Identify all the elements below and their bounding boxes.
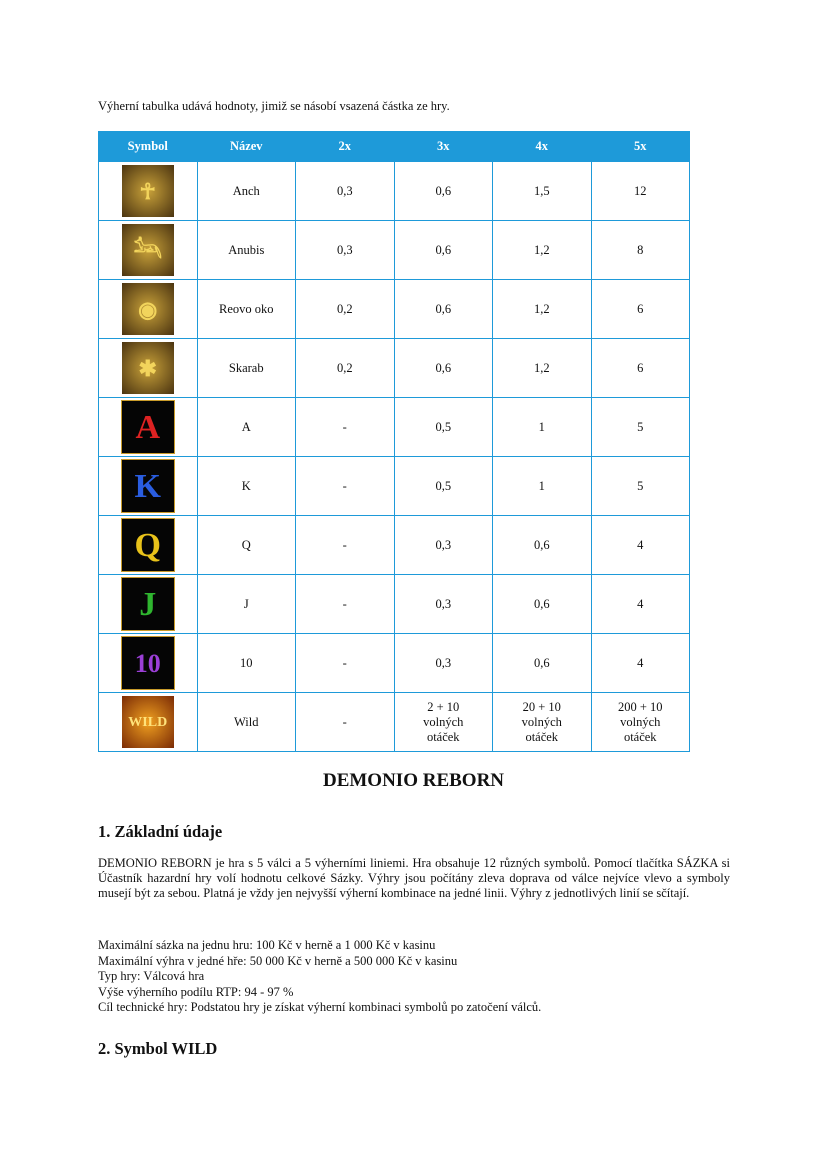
symbol-cell <box>99 280 198 339</box>
ankh-symbol-icon: ☥ <box>122 165 174 217</box>
fact-line: Maximální sázka na jednu hru: 100 Kč v herně a 1 000 Kč v kasinu <box>98 938 436 952</box>
symbol-cell <box>99 339 198 398</box>
table-row <box>99 280 690 339</box>
payout-cell-5x: 6 <box>591 339 690 398</box>
payout-cell-2x: 0,2 <box>296 280 395 339</box>
game-title: DEMONIO REBORN <box>322 770 505 791</box>
table-row <box>99 575 690 634</box>
basic-info-paragraph: DEMONIO REBORN je hra s 5 válci a 5 výherními liniemi. Hra obsahuje 12 různých symbolů. Pomocí tlačítka SÁZKA si Účastník hazardní hry volí hodnotu celkové Sázky. Výhry jsou počítány zleva doprava od válce nejvíce vlevo a symboly musejí být za sebou. Platná je vždy jen nejvyšší výherní kombinace na jedné linii. Výhry z jednotlivých linií se sčítají. <box>98 856 730 900</box>
intro-text: Výherní tabulka udává hodnoty, jimiž se násobí vsazená částka ze hry. <box>98 99 450 113</box>
symbol-name-cell: 10 <box>197 634 296 693</box>
q-symbol-icon: Q <box>121 518 175 572</box>
symbol-cell <box>99 457 198 516</box>
payout-cell-5x: 5 <box>591 457 690 516</box>
symbol-name-cell: J <box>197 575 296 634</box>
symbol-name-cell: Anubis <box>197 221 296 280</box>
symbol-cell <box>99 221 198 280</box>
column-header: 4x <box>493 132 592 162</box>
payout-cell-2x: - <box>296 398 395 457</box>
payout-cell-5x: 8 <box>591 221 690 280</box>
a-symbol-icon: A <box>121 400 175 454</box>
payout-cell-3x: 0,3 <box>394 516 493 575</box>
table-row <box>99 162 690 221</box>
fact-line: Typ hry: Válcová hra <box>98 969 205 983</box>
symbol-name-cell: A <box>197 398 296 457</box>
payout-cell-2x: - <box>296 575 395 634</box>
payout-cell-2x: - <box>296 634 395 693</box>
game-facts <box>98 938 541 1016</box>
payout-cell-2x: 0,2 <box>296 339 395 398</box>
column-header: Symbol <box>99 132 198 162</box>
payout-cell-3x: 2 + 10 volných otáček <box>394 693 493 752</box>
payout-cell-2x: - <box>296 457 395 516</box>
wild-symbol-icon: WILD <box>122 696 174 748</box>
column-header: 5x <box>591 132 690 162</box>
payout-cell-2x: 0,3 <box>296 162 395 221</box>
fact-line: Výše výherního podílu RTP: 94 - 97 % <box>98 984 294 999</box>
payout-cell-4x: 1 <box>493 457 592 516</box>
table-row <box>99 457 690 516</box>
symbol-name-cell: Wild <box>197 693 296 752</box>
payout-cell-2x: 0,3 <box>296 221 395 280</box>
table-row <box>99 339 690 398</box>
j-symbol-icon: J <box>121 577 175 631</box>
fact-line: Cíl technické hry: Podstatou hry je získat výherní kombinaci symbolů po zatočení válců. <box>98 1000 542 1014</box>
table-row <box>99 693 690 752</box>
payout-cell-4x: 0,6 <box>493 575 592 634</box>
symbol-cell <box>99 634 198 693</box>
table-row <box>99 516 690 575</box>
payout-cell-4x: 1,2 <box>493 221 592 280</box>
payout-cell-3x: 0,6 <box>394 162 493 221</box>
symbol-name-cell: K <box>197 457 296 516</box>
payout-cell-3x: 0,6 <box>394 280 493 339</box>
payout-cell-5x: 4 <box>591 634 690 693</box>
payout-cell-3x: 0,6 <box>394 339 493 398</box>
symbol-cell <box>99 162 198 221</box>
section-heading-basic-info: 1. Základní údaje <box>98 822 223 841</box>
column-header: Název <box>197 132 296 162</box>
payout-cell-4x: 1,2 <box>493 339 592 398</box>
payout-cell-4x: 20 + 10 volných otáček <box>493 693 592 752</box>
payout-cell-4x: 1,2 <box>493 280 592 339</box>
section-heading-wild: 2. Symbol WILD <box>98 1039 218 1058</box>
paytable <box>98 131 690 752</box>
symbol-name-cell: Reovo oko <box>197 280 296 339</box>
payout-cell-5x: 5 <box>591 398 690 457</box>
table-row <box>99 221 690 280</box>
symbol-name-cell: Skarab <box>197 339 296 398</box>
payout-cell-3x: 0,3 <box>394 575 493 634</box>
symbol-name-cell: Anch <box>197 162 296 221</box>
symbol-cell <box>99 516 198 575</box>
table-row <box>99 634 690 693</box>
paytable-header <box>99 132 690 162</box>
eye-of-ra-symbol-icon: ◉ <box>122 283 174 335</box>
column-header: 3x <box>394 132 493 162</box>
payout-cell-4x: 1,5 <box>493 162 592 221</box>
symbol-name-cell: Q <box>197 516 296 575</box>
payout-cell-3x: 0,3 <box>394 634 493 693</box>
column-header: 2x <box>296 132 395 162</box>
payout-cell-5x: 6 <box>591 280 690 339</box>
payout-cell-3x: 0,5 <box>394 457 493 516</box>
table-row <box>99 398 690 457</box>
symbol-cell <box>99 575 198 634</box>
scarab-symbol-icon: ✱ <box>122 342 174 394</box>
payout-cell-3x: 0,5 <box>394 398 493 457</box>
payout-cell-5x: 200 + 10 volných otáček <box>591 693 690 752</box>
k-symbol-icon: K <box>121 459 175 513</box>
payout-cell-4x: 0,6 <box>493 516 592 575</box>
payout-cell-5x: 4 <box>591 575 690 634</box>
symbol-cell <box>99 693 198 752</box>
anubis-symbol-icon: 𓃢 <box>122 224 174 276</box>
payout-cell-2x: - <box>296 516 395 575</box>
fact-line: Maximální výhra v jedné hře: 50 000 Kč v herně a 500 000 Kč v kasinu <box>98 953 458 968</box>
payout-cell-2x: - <box>296 693 395 752</box>
payout-cell-4x: 1 <box>493 398 592 457</box>
payout-cell-3x: 0,6 <box>394 221 493 280</box>
payout-cell-5x: 4 <box>591 516 690 575</box>
payout-cell-5x: 12 <box>591 162 690 221</box>
payout-cell-4x: 0,6 <box>493 634 592 693</box>
ten-symbol-icon: 10 <box>121 636 175 690</box>
symbol-cell <box>99 398 198 457</box>
